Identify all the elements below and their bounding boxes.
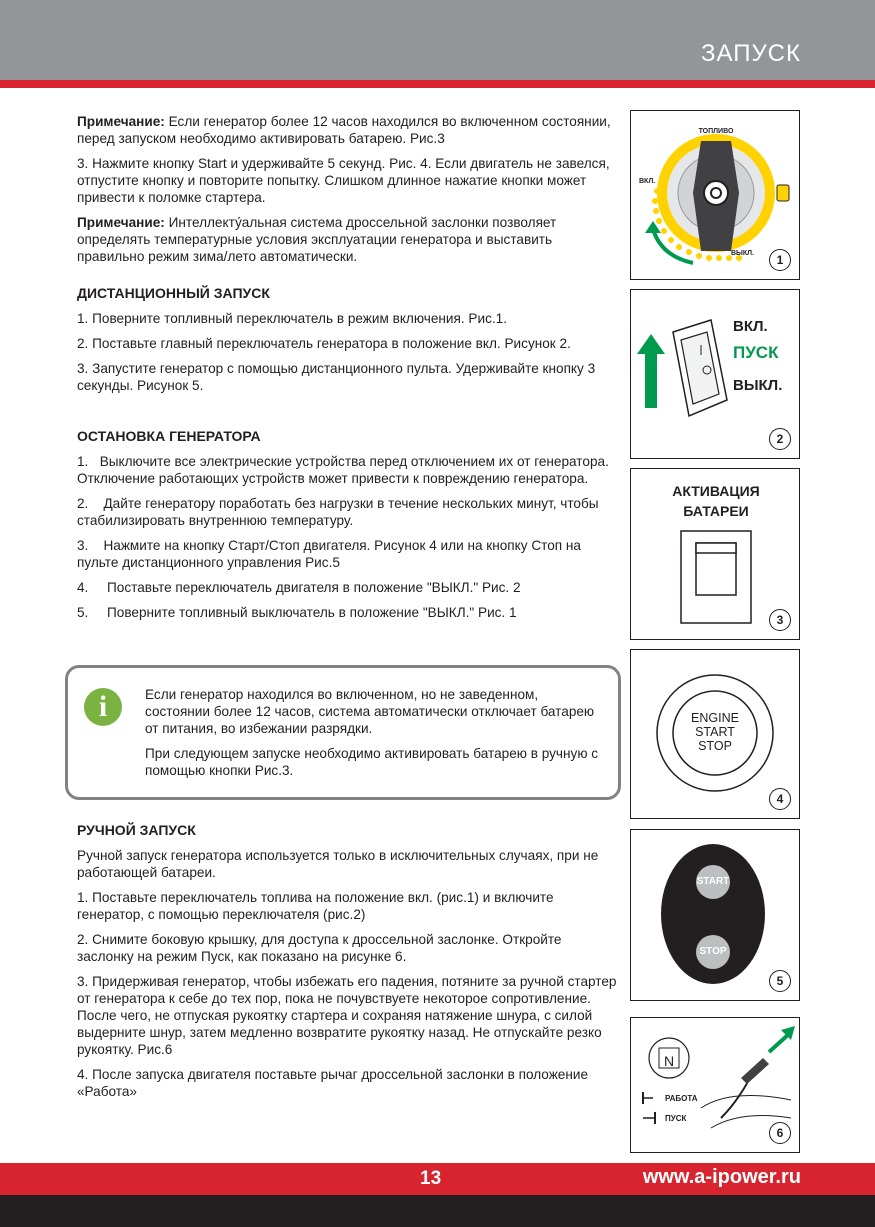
stop-item-3-text: Нажмите на кнопку Старт/Стоп двигателя. Рисунок 4 или на кнопку Стоп на пульте дистанционного управления Рис.5 [77,538,581,570]
manual-item-2: 2. Снимите боковую крышку, для доступа к дроссельной заслонке. Откройте заслонку на режим Пуск, как показано на рисунке 6. [77,932,562,964]
stop-item-2 [77,495,617,529]
figure-2-main-switch [630,289,800,459]
stop-item-5-text: Поверните топливный выключатель в положение "ВЫКЛ." Рис. 1 [107,605,517,620]
battery-activation-line-2: БАТАРЕИ [683,503,749,519]
manual-item-1: 1. Поставьте переключатель топлива на положение вкл. (рис.1) и включите генератор, с помощью переключателя (рис.2) [77,890,554,922]
fuel-on-label: ВКЛ. [639,178,656,185]
fuel-pump-icon [777,185,789,201]
stop-item-4-text: Поставьте переключатель двигателя в положение "ВЫКЛ." Рис. 2 [107,580,521,595]
note-1-label: Примечание: [77,114,165,129]
up-arrow-head [637,334,665,354]
note-2-text: Интеллекту́альная система дроссельной заслонки позволяет определять температурные условия эксплуатации генератора и выставить правильно режим зима/лето автоматически. [77,215,557,264]
page-number: 13 [420,1168,442,1189]
stop-item-3-num: 3. [77,538,89,553]
stop-item-5-num: 5. [77,605,89,620]
battery-activation-line-1: АКТИВАЦИЯ [672,483,760,499]
figure-6-manual-starter [630,1017,800,1153]
remote-stop-label: STOP [699,946,727,957]
stop-item-4 [77,579,617,596]
page-title: ЗАПУСК [700,40,801,67]
figure-3-battery-activation [630,468,800,640]
stop-item-5 [77,604,617,621]
info-note-text [145,686,605,787]
engine-label-line-1: ENGINE [691,711,739,725]
choke-run-label: РАБОТА [665,1094,698,1103]
fuel-off-label: ВЫКЛ. [731,250,755,257]
stop-heading: ОСТАНОВКА ГЕНЕРАТОРА [77,428,261,444]
step-3: 3. Нажмите кнопку Start и удерживайте 5 секунд. Рис. 4. Если двигатель не завелся, отпустите кнопку и повторите попытку. Слишком длинное нажатие кнопки может привести к поломке стартера. [77,156,610,205]
intro-section [77,113,617,273]
stop-item-1 [77,453,617,487]
pull-arrow [769,1034,789,1052]
footer-url[interactable]: www.a-ipower.ru [642,1166,801,1188]
starter-handle [741,1058,769,1084]
engine-label-line-3: STOP [698,739,732,753]
manual-item-4: 4. После запуска двигателя поставьте рычаг дроссельной заслонки в положение «Работа» [77,1067,589,1099]
switch-start-label: ПУСК [733,343,779,362]
choke-start-label: ПУСК [665,1114,687,1123]
figure-2-number: 2 [769,428,791,450]
note-1-text: Если генератор более 12 часов находился во включенном состоянии, перед запуском необходимо активировать батарею. Рис.3 [77,114,611,146]
header-stripe [0,80,875,88]
switch-off-label: ВЫКЛ. [733,377,783,394]
info-icon: i [84,688,122,726]
info-paragraph-2: При следующем запуске необходимо активировать батарею в ручную с помощью кнопки Рис.3. [145,746,599,778]
note-2-label: Примечание: [77,215,165,230]
remote-item-1: 1. Поверните топливный переключатель в режим включения. Рис.1. [77,311,507,326]
figure-1-fuel-switch [630,110,800,280]
remote-item-3: 3. Запустите генератор с помощью дистанционного пульта. Удерживайте кнопку 3 секунды. Рисунок 5. [77,361,596,393]
footer-dark-bar [0,1195,875,1227]
stop-item-1-text: Выключите все электрические устройства перед отключением их от генератора. Отключение работающих устройств может привести к повреждению генератора. [77,454,609,486]
figure-4-engine-start-stop [630,649,800,819]
stop-item-3 [77,537,617,571]
fuel-label: ТОПЛИВО [698,128,734,135]
remote-start-section [77,285,617,402]
figure-1-number: 1 [769,249,791,271]
engine-button-label [673,711,757,753]
switch-on-label: ВКЛ. [733,318,768,335]
stop-section [77,428,617,629]
manual-item-3: 3. Придерживая генератор, чтобы избежать его падения, потяните за ручной стартер от генератора к себе до тех пор, пока не почувствуете некоторое сопротивление. После чего, не отпуская рукоятку стартера и сохраняя натяжение шнура, с силой выдерните шнур, затем медленно возвратите рукоятку назад. Не отпускайте резко рукоятку. Рис.6 [77,974,617,1057]
info-note [65,665,621,800]
figure-5-number: 5 [769,970,791,992]
remote-start-label: START [696,876,730,887]
choke-dial-letter: N [663,1053,675,1069]
up-arrow-shaft [645,352,657,408]
manual-intro: Ручной запуск генератора используется только в исключительных случаях, при не работающей батареи. [77,848,599,880]
info-paragraph-1: Если генератор находился во включенном, но не заведенном, состоянии более 12 часов, система автоматически отключает батарею от питания, во избежании разрядки. [145,687,595,736]
figure-5-remote-control [630,829,800,1001]
stop-item-2-num: 2. [77,496,89,511]
figure-6-number: 6 [769,1122,791,1144]
fuel-dial-hole [711,188,721,198]
stop-item-1-num: 1. [77,454,89,469]
remote-start-heading: ДИСТАНЦИОННЫЙ ЗАПУСК [77,285,270,301]
figure-4-number: 4 [769,788,791,810]
generator-outline-1 [701,1096,791,1109]
remote-item-2: 2. Поставьте главный переключатель генератора в положение вкл. Рисунок 2. [77,336,571,351]
manual-start-heading: РУЧНОЙ ЗАПУСК [77,822,196,838]
note-1 [77,113,617,147]
engine-label-line-2: START [695,725,735,739]
battery-button-top [696,543,736,553]
stop-item-2-text: Дайте генератору поработать без нагрузки в течение нескольких минут, чтобы стабилизировать внутреннюю температуру. [77,496,599,528]
note-2 [77,214,617,265]
figure-3-number: 3 [769,609,791,631]
stop-item-4-num: 4. [77,580,89,595]
manual-start-section [77,822,617,1108]
